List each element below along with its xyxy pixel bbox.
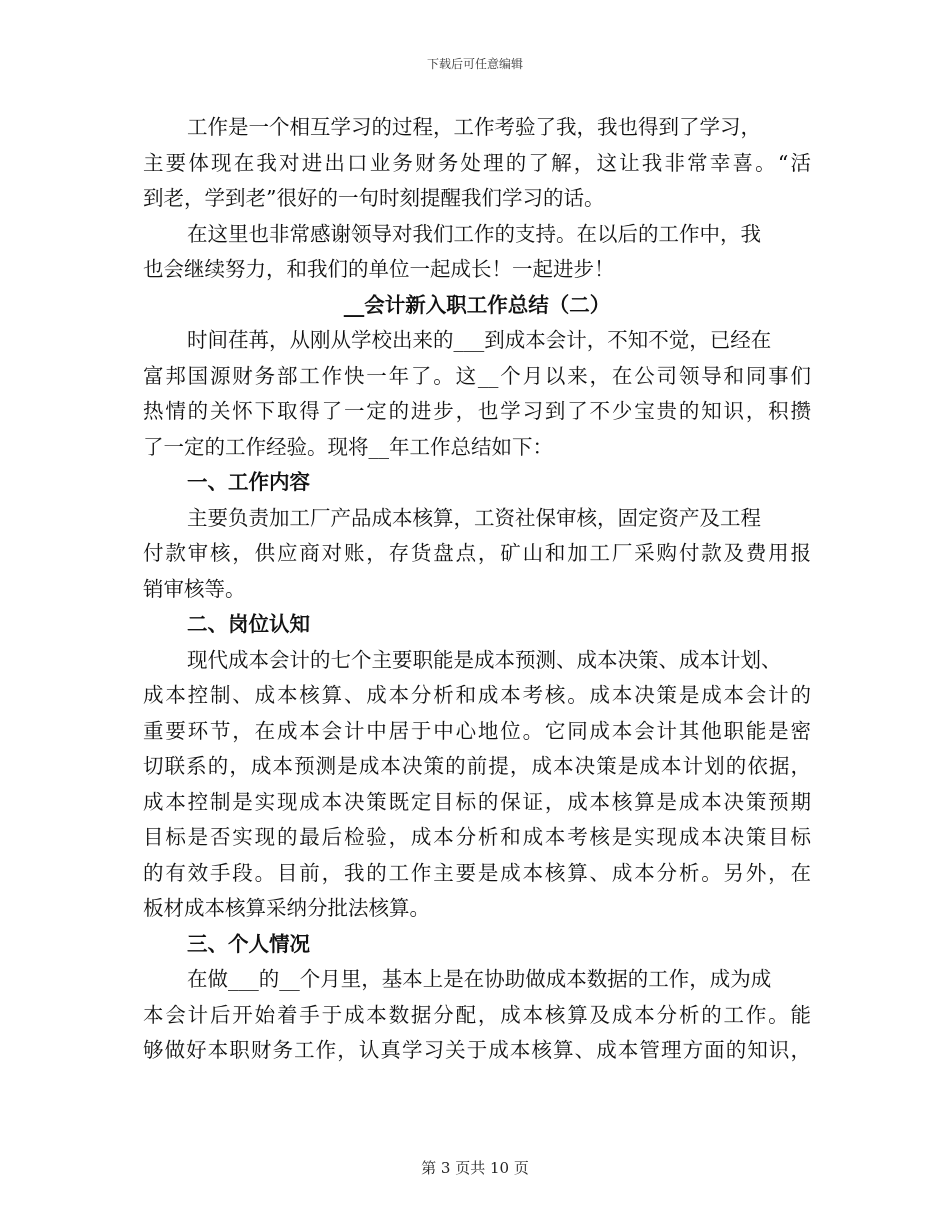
document-body	[143, 110, 811, 1069]
section-heading: 一、工作内容	[187, 470, 310, 494]
text-line: __会计新入职工作总结（二）	[343, 292, 611, 317]
text-line: 主要负责加工厂产品成本核算，工资社保审核，固定资产及工程	[187, 505, 761, 530]
text-line: 了一定的工作经验。现将__年工作总结如下：	[143, 434, 553, 459]
text-line: 现代成本会计的七个主要职能是成本预测、成本决策、成本计划、	[187, 647, 782, 672]
text-line: 富邦国源财务部工作快一年了。这__个月以来，在公司领导和同事们	[143, 363, 811, 388]
text-line: 成本控制是实现成本决策既定目标的保证，成本核算是成本决策预期	[143, 789, 811, 814]
text-line: 时间荏苒，从刚从学校出来的___到成本会计，不知不觉，已经在	[187, 328, 772, 352]
text-line: 热情的关怀下取得了一定的进步，也学习到了不少宝贵的知识，积攒	[143, 399, 811, 423]
text-line: 付款审核，供应商对账，存货盘点，矿山和加工厂采购付款及费用报	[143, 541, 811, 565]
text-line: 的有效手段。目前，我的工作主要是成本核算、成本分析。另外，在	[143, 860, 811, 885]
text-line: 目标是否实现的最后检验，成本分析和成本考核是实现成本决策目标	[143, 825, 811, 849]
text-line: 成本控制、成本核算、成本分析和成本考核。成本决策是成本会计的	[143, 683, 811, 707]
text-line: 工作是一个相互学习的过程，工作考验了我，我也得到了学习，	[187, 115, 761, 139]
text-line: 切联系的，成本预测是成本决策的前提，成本决策是成本计划的依据，	[143, 754, 811, 778]
text-line: 本会计后开始着手于成本数据分配，成本核算及成本分析的工作。能	[143, 1002, 811, 1027]
text-line: 主要体现在我对进出口业务财务处理的了解，这让我非常幸喜。“活	[143, 150, 811, 175]
text-line: 也会继续努力，和我们的单位一起成长！一起进步！	[143, 257, 615, 281]
text-line: 在这里也非常感谢领导对我们工作的支持。在以后的工作中，我	[187, 221, 761, 246]
text-line: 到老，学到老”很好的一句时刻提醒我们学习的话。	[143, 186, 605, 210]
text-line: 销审核等。	[143, 576, 246, 601]
section-heading: 二、岗位认知	[187, 612, 310, 636]
text-line: 在做___的__个月里，基本上是在协助做成本数据的工作，成为成	[187, 967, 772, 991]
page-footer: 第 3 页共 10 页	[421, 1159, 529, 1177]
text-line: 重要环节，在成本会计中居于中心地位。它同成本会计其他职能是密	[143, 718, 811, 743]
text-line: 够做好本职财务工作，认真学习关于成本核算、成本管理方面的知识，	[143, 1038, 811, 1062]
section-heading: 三、个人情况	[187, 931, 310, 956]
text-line: 板材成本核算采纳分批法核算。	[143, 896, 430, 920]
page-header: 下载后可任意编辑	[426, 57, 523, 71]
